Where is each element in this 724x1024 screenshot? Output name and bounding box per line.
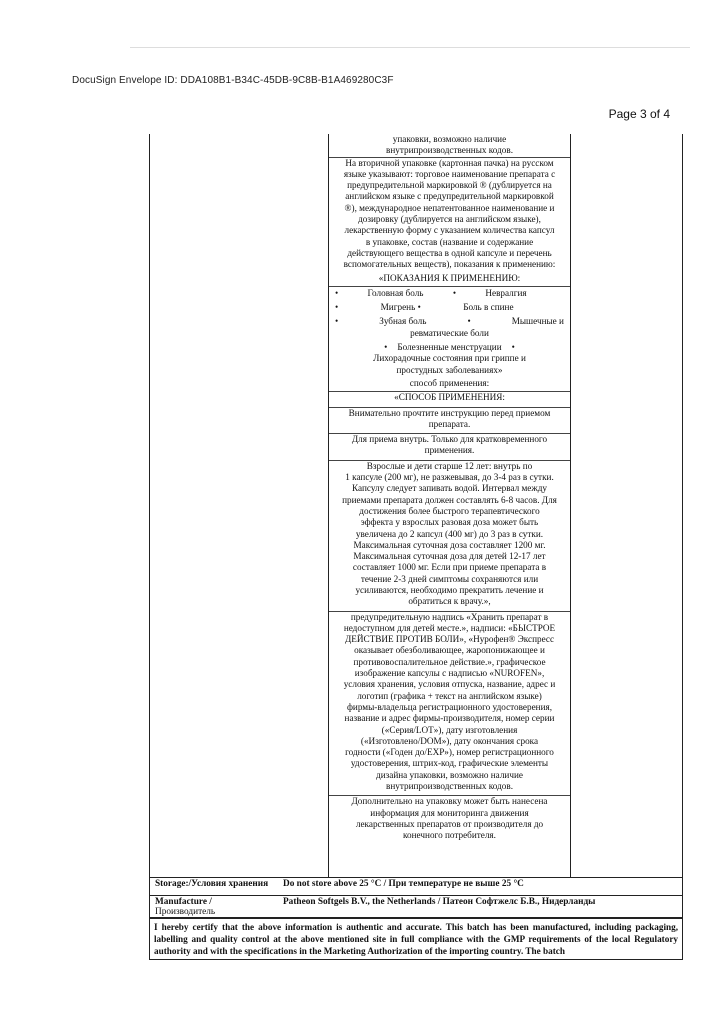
paragraph-oral-use: Для приема внутрь. Только для кратковременного применения. (329, 433, 570, 457)
top-rule (130, 47, 690, 48)
manufacture-label: Manufacture / Производитель (155, 897, 216, 917)
paragraph-warning-labels: предупредительную надпись «Хранить препарат в недоступном для детей месте.», надписи: «БЫСТРОЕ ДЕЙСТВИЕ ПРОТИВ БОЛИ», «Нурофен® Экспресс оказывает обезболивающее, жаропонижающее и противовоспалительное действие.», графическое изображение капсулы с надписью «NUROFEN», условия хранения, условия отпуска, название, адрес и логотип (графика + текст на английском языке) фирмы-владельца регистрационного удостоверения, название и адрес фирмы-производителя, номер серии («Серия/LOT»), дату изготовления («Изготовлено/DOM»), дату окончания срока годности («Годен до/EXP»), номер регистрационного удостоверения, штрих-код, графические элементы дизайна упаковки, возможно наличие внутрипроизводственных кодов. (329, 611, 570, 793)
column-divider-right (570, 134, 571, 877)
paragraph-1: упаковки, возможно наличие внутрипроизводственных кодов. (386, 134, 513, 156)
paragraph-read-instructions: Внимательно прочтите инструкцию перед приемом препарата. (329, 407, 570, 431)
indication-row-4: • Болезненные менструации • (384, 342, 515, 353)
indication-row-1: • Головная боль • Невралгия (335, 287, 527, 298)
indication-row-3-cont: ревматические боли (410, 327, 489, 338)
indications-title: «ПОКАЗАНИЯ К ПРИМЕНЕНИЮ: (378, 272, 521, 283)
paragraph-secondary-packaging: На вторичной упаковке (картонная пачка) на русском языке указывают: торговое наименование препарата с предупредительной маркировкой ® (дублируется на английском языке с предупредительной маркировкой ®), международное непатентованное наименование и дозировку (дублируется на английском языке), лекарственную форму с указанием количества капсул в упаковке, состав (название и содержание действующего вещества в одной капсуле и перечень вспомогательных веществ), показания к применению: (329, 157, 570, 271)
indications-list (329, 286, 570, 376)
method-title: «СПОСОБ ПРИМЕНЕНИЯ: (329, 391, 570, 403)
method-label: способ применения: (409, 377, 490, 388)
paragraph-dosage: Взрослые и дети старше 12 лет: внутрь по 1 капсуле (200 мг), не разжевывая, до 3-4 раз в сутки. Капсулу следует запивать водой. Интервал между приемами препарата должен составлять 6-8 часов. Для достижения более быстрого терапевтического эффекта у взрослых разовая доза может быть увеличена до 2 капсул (400 мг) до 3 раз в сутки. Максимальная суточная доза составляет 1200 мг. Максимальная суточная доза для детей 12-17 лет составляет 1000 мг. Если при приеме препарата в течение 2-3 дней симптомы сохраняются или усиливаются, необходимо прекратить лечение и обратиться к врачу.», (329, 460, 570, 608)
page-number: Page 3 of 4 (608, 107, 670, 121)
indication-row-4-cont-2: простудных заболеваниях» (396, 364, 503, 375)
manufacture-value: Patheon Softgels B.V., the Netherlands / Патеон Софтжелс Б.В., Нидерланды (283, 897, 596, 907)
content-table (149, 134, 683, 878)
certification-statement: I hereby certify that the above information is authentic and accurate. This batch has been manufactured, including packaging, labelling and quality control at the above mentioned site in full compliance with the GMP requirements of the local Regulatory authority and with the specifications in the Marketing Authorization of the importing country. The batch (149, 918, 683, 960)
indication-row-3: • Зубная боль • Мышечные и (335, 316, 564, 327)
docusign-envelope-id: DocuSign Envelope ID: DDA108B1-B34C-45DB-9C8B-B1A469280C3F (72, 75, 394, 86)
indication-row-4-cont: Лихорадочные состояния при гриппе и (373, 353, 526, 364)
packaging-text (329, 134, 570, 842)
storage-row (149, 878, 683, 896)
storage-label: Storage:/Условия хранения (155, 879, 269, 889)
storage-value: Do not store above 25 °C / При температуре не выше 25 °C (283, 879, 524, 889)
paragraph-monitoring: Дополнительно на упаковку может быть нанесена информация для мониторинга движения лекарственных препаратов от производителя до конечного потребителя. (329, 795, 570, 841)
manufacture-row (149, 896, 683, 918)
indication-row-2: • Мигрень • Боль в спине (335, 302, 514, 313)
